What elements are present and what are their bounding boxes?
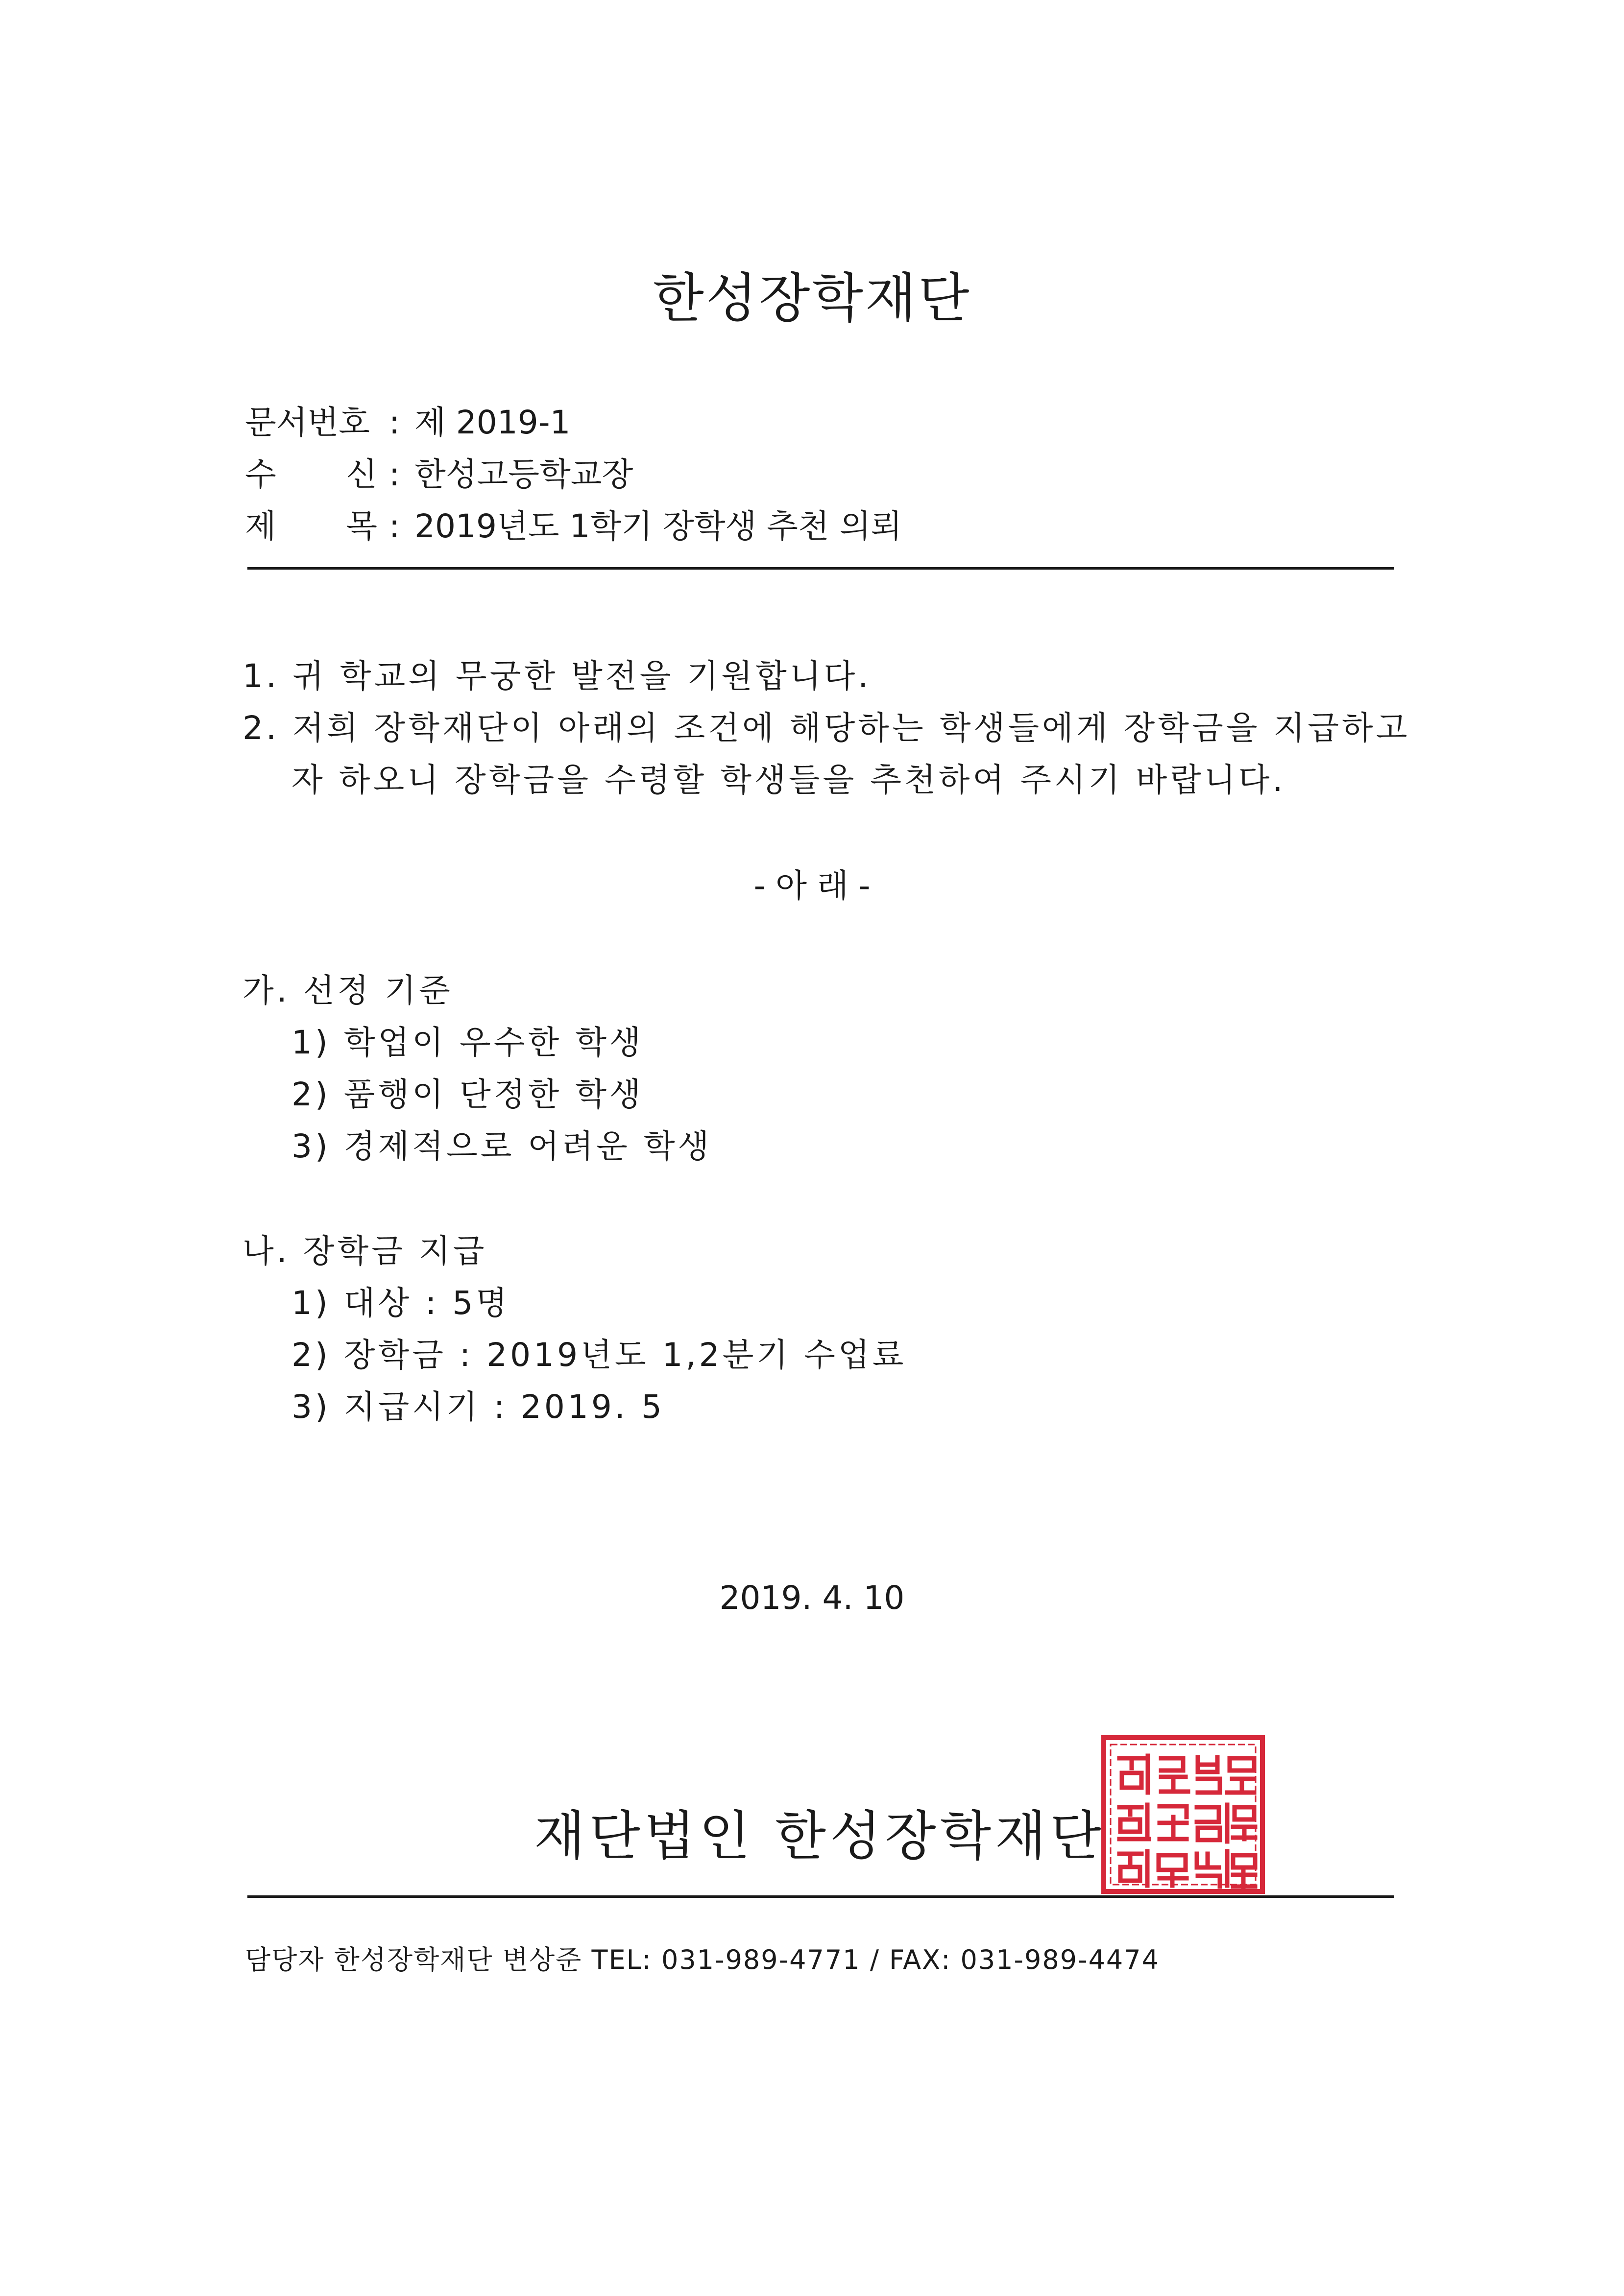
subject-label [245,504,377,549]
body-item-2-line-1: 2. 저희 장학재단이 아래의 조건에 해당하는 학생들에게 장학금을 지급하고 [242,709,1410,747]
recipient-value: 한성고등학교장 [414,455,633,493]
doc-number-value: 제 2019-1 [414,404,571,441]
section-a-item-1: 1) 학업이 우수한 학생 [291,1024,644,1061]
recipient-label-b: 신 [346,455,377,493]
subject-row [245,504,902,549]
subject-label-b: 목 [346,507,377,545]
body-item-2-line-2: 자 하오니 장학금을 수령할 학생들을 추천하여 주시기 바랍니다. [291,761,1286,799]
subject-label-a: 제 [245,507,276,545]
section-b-item-1: 1) 대상 : 5명 [291,1284,510,1322]
section-a-item-3: 3) 경제적으로 어려운 학생 [291,1127,712,1165]
section-b-item-3: 3) 지급시기 : 2019. 5 [291,1388,665,1426]
document-title: 한성장학재단 [653,268,971,329]
doc-number-sep: : [388,404,400,441]
header-divider [247,567,1394,570]
official-seal-icon [1100,1734,1266,1895]
section-a-item-2: 2) 품행이 단정한 학생 [291,1076,644,1113]
subject-sep: : [388,507,400,545]
body-item-1: 1. 귀 학교의 무궁한 발전을 기원합니다. [242,657,872,695]
section-b-heading: 나. 장학금 지급 [242,1232,487,1270]
below-note: - 아 래 - [753,867,871,905]
issuer-name: 재단법인 한성장학재단 [534,1806,1105,1867]
doc-number-row [245,401,571,445]
section-b-item-2: 2) 장학금 : 2019년도 1,2분기 수업료 [291,1336,907,1374]
recipient-label-a: 수 [245,455,276,493]
section-a-heading: 가. 선정 기준 [242,972,453,1009]
recipient-row [245,453,633,497]
subject-value: 2019년도 1학기 장학생 추천 의뢰 [414,507,902,545]
footer-divider [247,1895,1394,1898]
recipient-label [245,453,377,497]
document-date: 2019. 4. 10 [719,1579,905,1617]
recipient-sep: : [388,455,400,493]
doc-number-label: 문서번호 [245,404,370,441]
contact-info: 담당자 한성장학재단 변상준 TEL: 031-989-4771 / FAX: 031-989-4474 [245,1944,1160,1975]
